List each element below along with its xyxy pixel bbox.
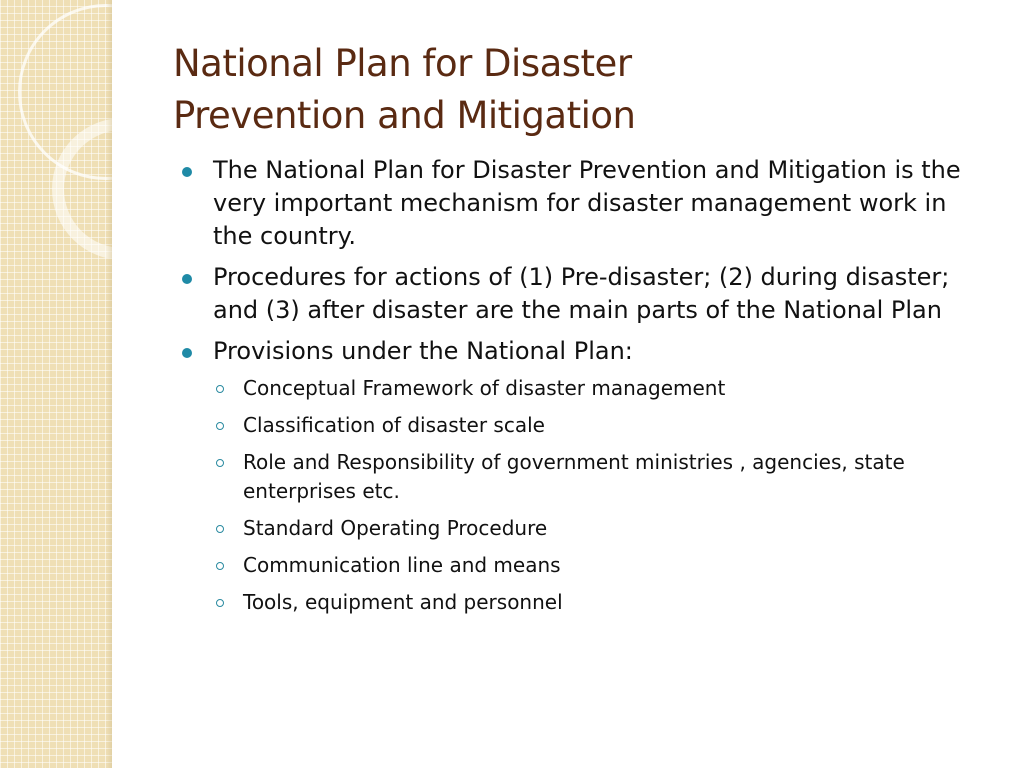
sub-bullet-item — [213, 411, 993, 440]
sub-bullet-text: Standard Operating Procedure — [243, 516, 548, 540]
sub-bullet-item — [213, 448, 993, 506]
bullet-item — [173, 335, 993, 617]
bullet-dot-icon — [182, 167, 192, 177]
bullet-item — [173, 154, 993, 253]
slide-title — [173, 38, 993, 142]
circle-bullet-icon — [216, 525, 224, 533]
circle-bullet-icon — [216, 385, 224, 393]
bullet-dot-icon — [182, 348, 192, 358]
bullet-dot-icon — [182, 274, 192, 284]
circle-bullet-icon — [216, 459, 224, 467]
bullet-list — [173, 154, 993, 617]
circle-bullet-icon — [216, 562, 224, 570]
sub-bullet-item — [213, 551, 993, 580]
circle-bullet-icon — [216, 422, 224, 430]
slide-title-line-2: Prevention and Mitigation — [173, 94, 636, 137]
slide-title-line-1: National Plan for Disaster — [173, 42, 632, 85]
sub-bullet-text: Classification of disaster scale — [243, 413, 545, 437]
sub-bullet-text: Conceptual Framework of disaster management — [243, 376, 726, 400]
sub-bullet-text: Tools, equipment and personnel — [243, 590, 563, 614]
decorative-side-band — [0, 0, 112, 768]
bullet-text: Procedures for actions of (1) Pre-disaster; (2) during disaster; and (3) after disaster are the main parts of the National Plan — [213, 263, 950, 324]
sub-bullet-item — [213, 514, 993, 543]
slide-content — [173, 38, 993, 625]
bullet-text: Provisions under the National Plan: — [213, 337, 633, 365]
sub-bullet-item — [213, 374, 993, 403]
sub-bullet-item — [213, 588, 993, 617]
sub-bullet-text: Communication line and means — [243, 553, 561, 577]
bullet-item — [173, 261, 993, 327]
bullet-text: The National Plan for Disaster Prevention and Mitigation is the very important mechanism for disaster management work in the country. — [213, 156, 961, 250]
circle-bullet-icon — [216, 599, 224, 607]
sub-bullet-list — [213, 374, 993, 617]
sub-bullet-text: Role and Responsibility of government ministries , agencies, state enterprises etc. — [243, 450, 905, 503]
